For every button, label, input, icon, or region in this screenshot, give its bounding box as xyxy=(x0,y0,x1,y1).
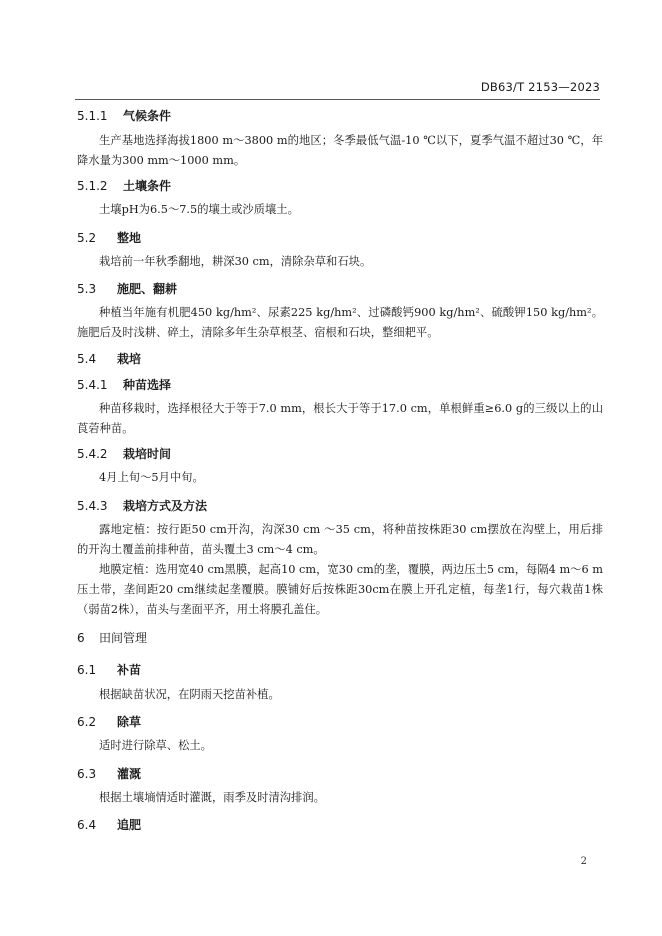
heading-5-4: 5.4 栽培 xyxy=(77,352,142,366)
paragraph-replant: 根据缺苗状况，在阴雨天挖苗补植。 xyxy=(99,688,280,701)
heading-title: 气候条件 xyxy=(123,109,172,123)
paragraph-land-prep: 栽培前一年秋季翻地，耕深30 cm，清除杂草和石块。 xyxy=(99,255,372,268)
paragraph-film-planting: 地膜定植：选用宽40 cm黑膜，起高10 cm，宽30 cm的垄，覆膜，两边压土5 cm，每隔4 m～6 m压土带，垄间距20 cm继续起垄覆膜。膜铺好后按株距30cm在膜上开孔定植，每垄1行，每穴栽苗1株（弱苗2株），苗头与垄面平齐，用土将膜孔盖住。 xyxy=(77,563,603,616)
heading-title: 追肥 xyxy=(117,818,142,832)
heading-title: 栽培时间 xyxy=(123,447,172,461)
heading-title: 灌溉 xyxy=(117,767,142,781)
heading-6: 6 田间管理 xyxy=(77,631,148,645)
paragraph-open-field-planting: 露地定植：按行距50 cm开沟，沟深30 cm ～35 cm，将种苗按株距30 cm摆放在沟壁上，用后排的开沟土覆盖前排种苗，苗头覆土3 cm～4 cm。 xyxy=(77,523,603,556)
heading-title: 施肥、翻耕 xyxy=(117,282,178,296)
heading-5-4-3: 5.4.3 栽培方式及方法 xyxy=(77,499,208,513)
heading-title: 栽培 xyxy=(117,352,142,366)
heading-title: 栽培方式及方法 xyxy=(123,499,208,513)
heading-title: 土壤条件 xyxy=(123,179,172,193)
heading-5-2: 5.2 整地 xyxy=(77,231,142,245)
header-rule xyxy=(75,99,600,100)
paragraph-weeding: 适时进行除草、松土。 xyxy=(99,739,212,752)
heading-5-1-1: 5.1.1 气候条件 xyxy=(77,109,172,123)
heading-5-4-2: 5.4.2 栽培时间 xyxy=(77,447,172,461)
heading-6-2: 6.2 除草 xyxy=(77,715,142,729)
heading-title: 补苗 xyxy=(117,663,142,677)
heading-title: 种苗选择 xyxy=(123,378,172,392)
heading-6-3: 6.3 灌溉 xyxy=(77,767,142,781)
standard-code: DB63/T 2153—2023 xyxy=(480,80,600,94)
paragraph-planting-time: 4月上旬～5月中旬。 xyxy=(99,471,204,484)
paragraph-climate: 生产基地选择海拔1800 m～3800 m的地区；冬季最低气温-10 ℃以下，夏季气温不超过30 ℃，年降水量为300 mm～1000 mm。 xyxy=(77,134,603,167)
page-number: 2 xyxy=(580,856,587,867)
heading-5-4-1: 5.4.1 种苗选择 xyxy=(77,378,172,392)
heading-5-3: 5.3 施肥、翻耕 xyxy=(77,282,178,296)
paragraph-fertilize: 种植当年施有机肥450 kg/hm²、尿素225 kg/hm²、过磷酸钙900 kg/hm²、硫酸钾150 kg/hm²。施肥后及时浅耕、碎土，清除多年生杂草根茎、宿根和石块，整细耙平。 xyxy=(77,306,603,339)
paragraph-seedling: 种苗移栽时，选择根径大于等于7.0 mm，根长大于等于17.0 cm，单根鲜重≥6.0 g的三级以上的山莨菪种苗。 xyxy=(77,402,603,435)
paragraph-soil: 土壤pH为6.5～7.5的壤土或沙质壤土。 xyxy=(99,203,299,216)
paragraph-irrigation: 根据土壤墒情适时灌溉，雨季及时清沟排润。 xyxy=(99,791,325,804)
heading-title: 除草 xyxy=(117,715,142,729)
heading-6-1: 6.1 补苗 xyxy=(77,663,142,677)
heading-5-1-2: 5.1.2 土壤条件 xyxy=(77,179,172,193)
heading-title: 整地 xyxy=(117,231,142,245)
heading-title: 田间管理 xyxy=(99,631,148,645)
heading-6-4: 6.4 追肥 xyxy=(77,818,142,832)
